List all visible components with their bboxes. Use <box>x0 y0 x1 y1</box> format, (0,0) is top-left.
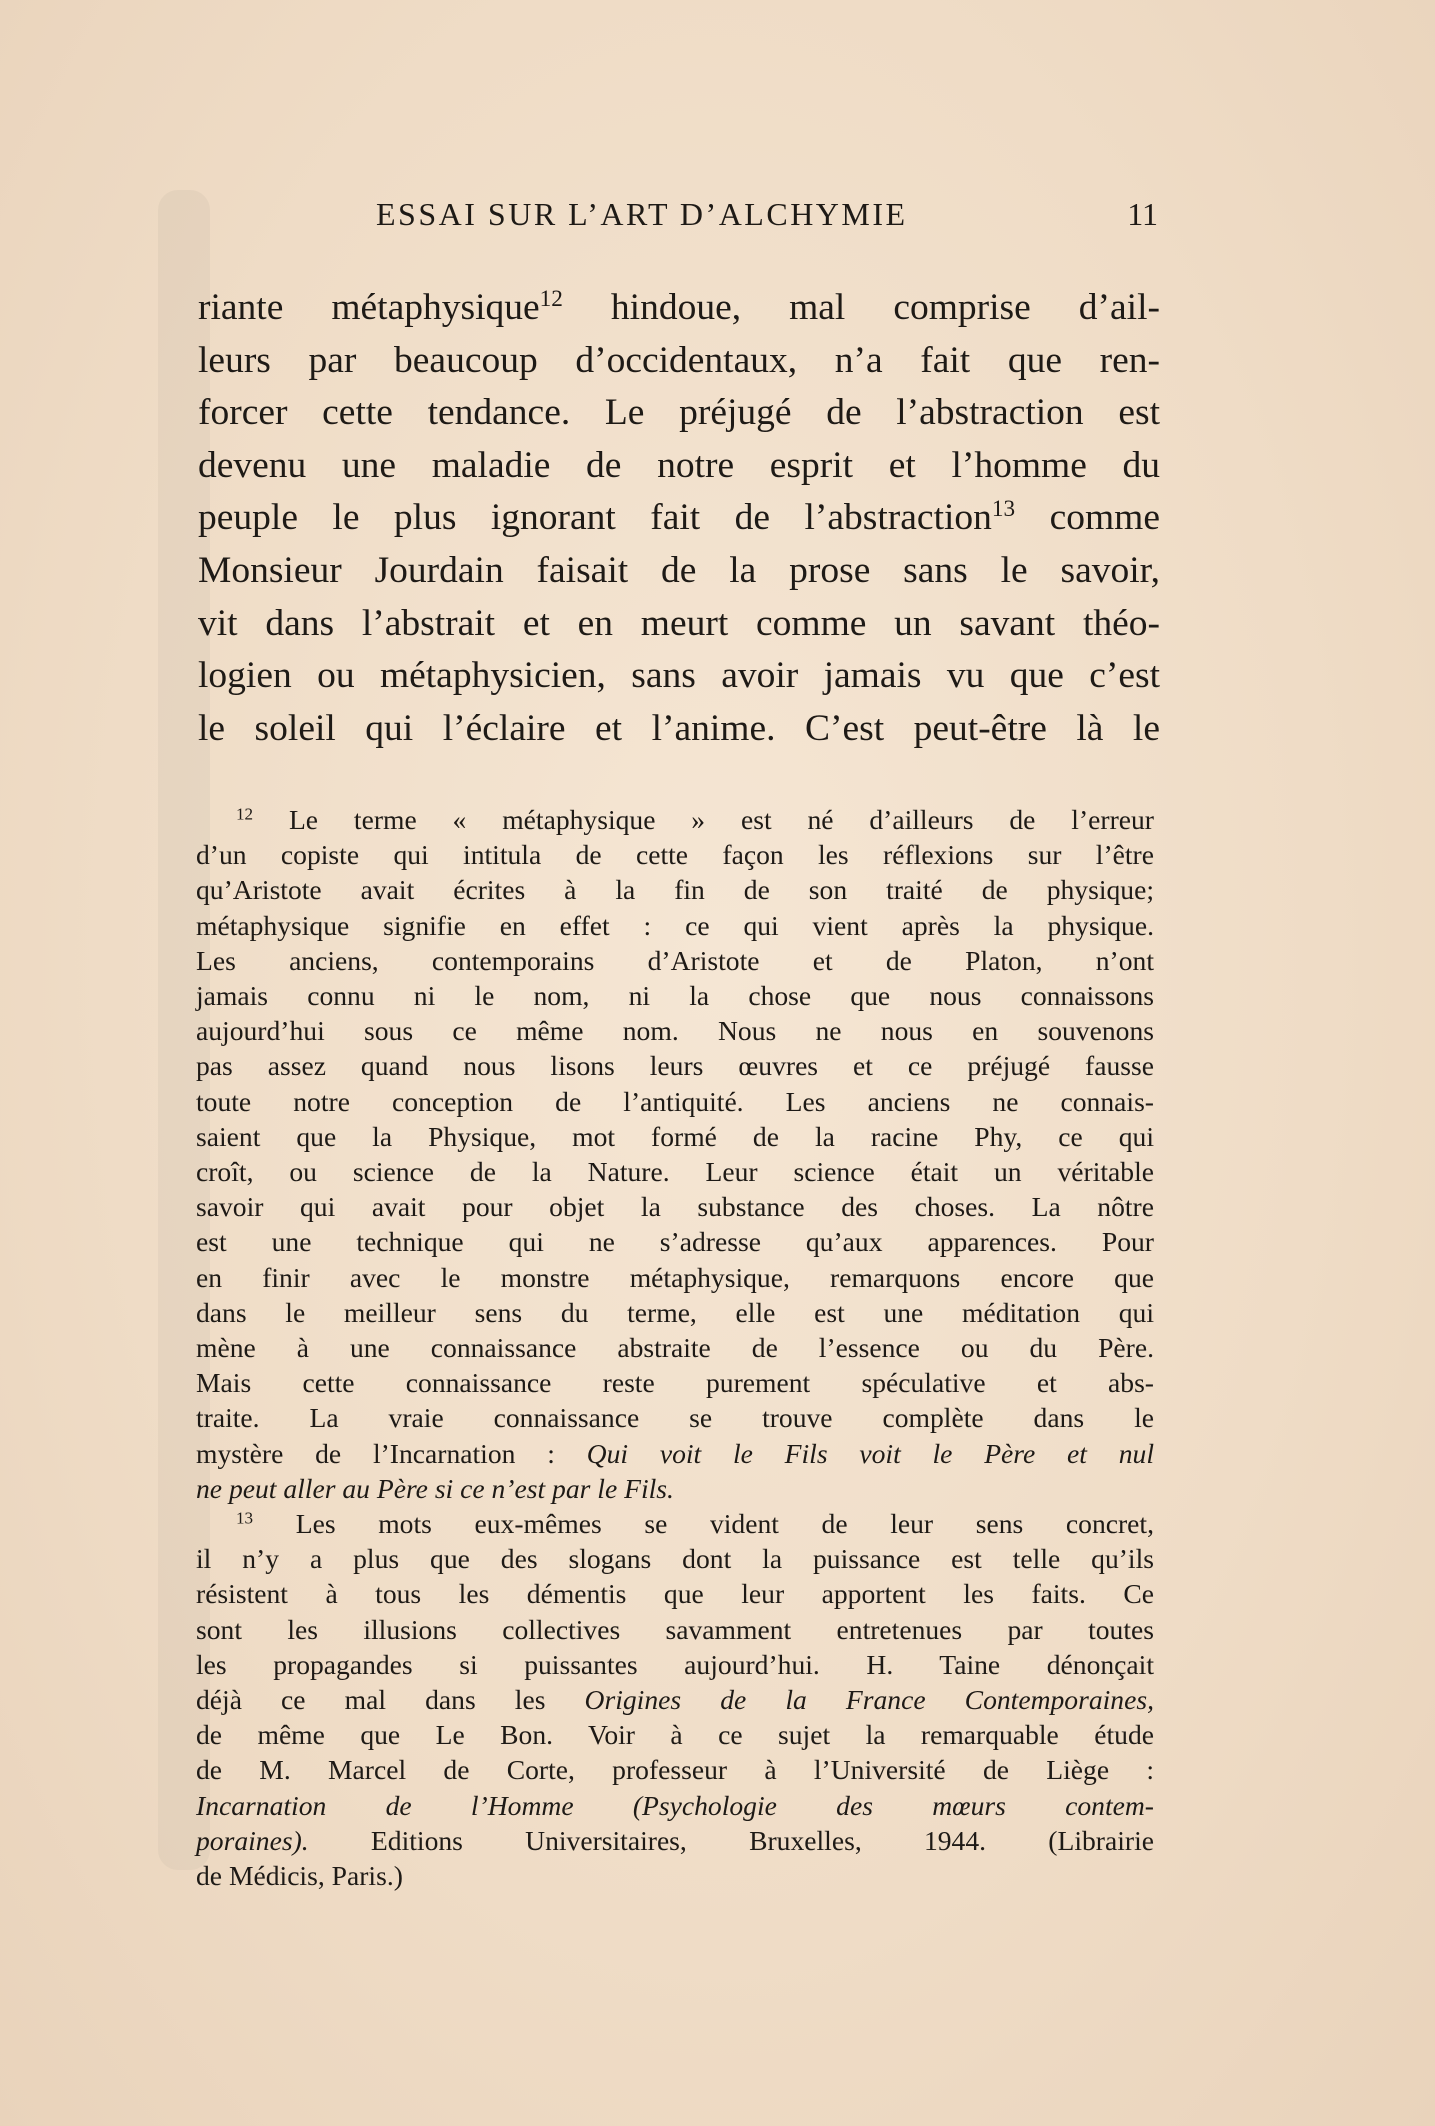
text-line: devenu une maladie de notre esprit et l’homme du <box>198 444 1160 486</box>
footnote-13-line: sont les illusions collectives savamment entretenues par toutes <box>196 1613 1154 1645</box>
footnote-ref-13[interactable]: 13 <box>991 496 1016 523</box>
main-paragraph <box>198 282 1160 755</box>
footnote-12-line: ne peut aller au Père si ce n’est par le Fils. <box>196 1472 674 1504</box>
page-header <box>196 196 1158 242</box>
footnote-13-line: $^{13}$ Les mots eux-mêmes se vident de leur sens concret, <box>236 1508 1154 1540</box>
footnote-12-line: est une technique qui ne s’adresse qu’aux apparences. Pour <box>196 1226 1154 1258</box>
text-line: forcer cette tendance. Le préjugé de l’abstraction est <box>198 392 1160 434</box>
footnote-12-line: savoir qui avait pour objet la substance des choses. La nôtre <box>196 1191 1154 1223</box>
footnote-12-line: métaphysique signifie en effet : ce qui vient après la physique. <box>196 909 1154 941</box>
footnote-marker-13: 13 <box>236 1508 254 1528</box>
footnote-12-line: jamais connu ni le nom, ni la chose que nous connaissons <box>196 980 1154 1012</box>
footnote-12-line: Mais cette connaissance reste purement spéculative et abs- <box>196 1367 1154 1399</box>
page-number: 11 <box>1127 196 1158 232</box>
footnote-12-line: qu’Aristote avait écrites à la fin de son traité de physique; <box>196 874 1154 906</box>
footnote-12-line: aujourd’hui sous ce même nom. Nous ne nous en souvenons <box>196 1015 1154 1047</box>
text-line: logien ou métaphysicien, sans avoir jamais vu que c’est <box>198 655 1160 697</box>
footnote-12-line: Les anciens, contemporains d’Aristote et de Platon, n’ont <box>196 944 1154 976</box>
text-line: le soleil qui l’éclaire et l’anime. C’est peut-être là le <box>198 707 1160 749</box>
footnote-12-line: $^{12}$ Le terme « métaphysique » est né d’ailleurs de l’erreur <box>236 804 1154 835</box>
footnote-13-line: les propagandes si puissantes aujourd’hui. H. Taine dénonçait <box>196 1648 1154 1680</box>
footnote-12-line: pas assez quand nous lisons leurs œuvres et ce préjugé fausse <box>196 1050 1154 1082</box>
text-line: peuple le plus ignorant fait de l’abstraction$^{13}$ comme <box>198 496 1160 539</box>
footnote-13-line: il n’y a plus que des slogans dont la puissance est telle qu’ils <box>196 1543 1154 1575</box>
footnote-12-line: mène à une connaissance abstraite de l’essence ou du Père. <box>196 1332 1154 1364</box>
footnote-ref-12[interactable]: 12 <box>539 286 563 313</box>
footnote-marker-12: 12 <box>236 804 254 824</box>
footnote-12-line: en finir avec le monstre métaphysique, remarquons encore que <box>196 1261 1154 1293</box>
running-title: ESSAI SUR L’ART D’ALCHYMIE <box>376 196 908 232</box>
footnote-13-line: de Médicis, Paris.) <box>196 1860 403 1892</box>
footnote-12-line: saient que la Physique, mot formé de la racine Phy, ce qui <box>196 1120 1154 1152</box>
footnote-13-line: déjà ce mal dans les Origines de la France Contemporaines, <box>196 1684 1154 1716</box>
text-line: vit dans l’abstrait et en meurt comme un savant théo- <box>198 602 1160 644</box>
footnote-12-line: traite. La vraie connaissance se trouve complète dans le <box>196 1402 1154 1434</box>
footnote-13-line: résistent à tous les démentis que leur apportent les faits. Ce <box>196 1578 1154 1610</box>
footnote-12-line: dans le meilleur sens du terme, elle est une méditation qui <box>196 1296 1154 1328</box>
footnote-12-line: mystère de l’Incarnation : Qui voit le Fils voit le Père et nul <box>196 1437 1154 1469</box>
text-line: Monsieur Jourdain faisait de la prose sans le savoir, <box>198 549 1160 591</box>
footnote-13-line: de M. Marcel de Corte, professeur à l’Université de Liège : <box>196 1754 1154 1786</box>
footnotes <box>196 802 1154 1893</box>
footnote-12-line: toute notre conception de l’antiquité. Les anciens ne connais- <box>196 1085 1154 1117</box>
footnote-13-line: poraines). Editions Universitaires, Bruxelles, 1944. (Librairie <box>196 1824 1154 1856</box>
footnote-12-line: d’un copiste qui intitula de cette façon les réflexions sur l’être <box>196 839 1154 871</box>
footnote-13-line: Incarnation de l’Homme (Psychologie des mœurs contem- <box>196 1789 1154 1821</box>
text-line: leurs par beaucoup d’occidentaux, n’a fait que ren- <box>198 339 1160 381</box>
text-line: riante métaphysique$^{12}$ hindoue, mal comprise d’ail- <box>198 286 1160 328</box>
footnote-13-line: de même que Le Bon. Voir à ce sujet la remarquable étude <box>196 1719 1154 1751</box>
footnote-12-line: croît, ou science de la Nature. Leur science était un véritable <box>196 1156 1154 1188</box>
